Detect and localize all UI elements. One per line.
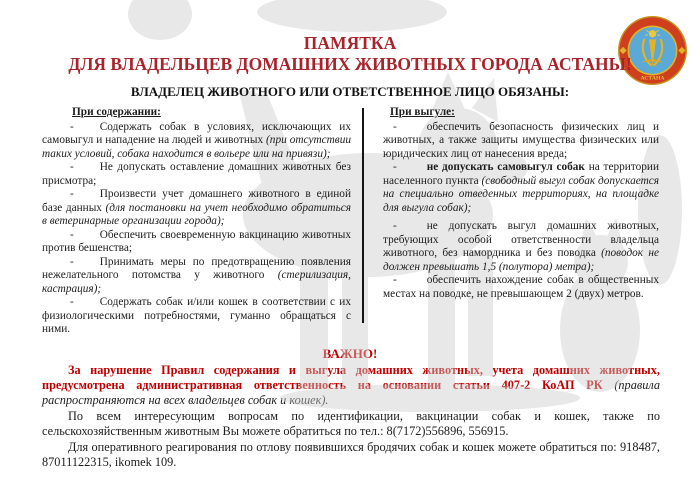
list-item-text: не допускать выгул домашних животных, требующих особой ответственности владельца животного, без намордника и без поводка <box>383 220 659 259</box>
walking-rules-column <box>383 106 659 337</box>
list-item <box>42 256 351 297</box>
important-heading: ВАЖНО! <box>322 345 378 361</box>
list-item <box>42 188 351 229</box>
list-item <box>42 229 351 256</box>
rules-columns <box>42 106 660 337</box>
list-item <box>42 161 351 188</box>
list-item-text: Содержать собак в условиях, исключающих их самовыгул и нападение на людей и животных <box>42 120 351 146</box>
memo-header <box>0 0 700 99</box>
emblem-label: АСТАНА <box>640 75 665 82</box>
bullet-dash: - <box>70 296 74 308</box>
list-item <box>383 121 659 162</box>
bullet-dash: - <box>70 161 74 173</box>
list-item <box>383 161 659 215</box>
bullet-dash: - <box>393 120 397 133</box>
bottom-section <box>42 363 660 471</box>
memo-title-line1: ПАМЯТКА <box>303 33 397 53</box>
list-item-note: (стерилизация, кастрация); <box>42 269 351 295</box>
contact-paragraph-stray: Для оперативного реагирования по отлову появившихся бродячих собак и кошек можете обратиться по: 918487, 87011122315, ikomek 109. <box>42 439 660 469</box>
list-item-text: обеспечить нахождение собак в общественных местах на поводке, не превышающем 2 (двух) метров. <box>383 274 659 300</box>
penalty-note: (правила распространяются на всех владельцев собак и кошек). <box>42 377 660 408</box>
bullet-dash: - <box>70 188 74 200</box>
list-item-text: Обеспечить своевременную вакцинацию животных против бешенства; <box>42 228 351 254</box>
list-item <box>383 220 659 274</box>
list-item-text: Принимать меры по предотвращению появления нежелательного потомства у животного <box>42 255 351 281</box>
list-item-note: (при отсутствии таких условий, собака находится в вольере или на привязи); <box>42 134 351 160</box>
bullet-dash: - <box>393 161 397 173</box>
list-item <box>383 274 659 301</box>
list-item-bold-text: не допускать самовыгул собак <box>426 161 585 173</box>
list-item-text: Содержать собак и/или кошек в соответствии с их физиологическими потребностями, гуманно обращаться с ними. <box>42 296 351 335</box>
list-item-text: Произвести учет домашнего животного в единой базе данных <box>42 188 351 214</box>
penalty-paragraph <box>42 363 660 409</box>
list-item-note: (свободный выгул собак допускается на специально отведенных территориях, на площадке для выгула собак); <box>383 174 660 214</box>
memo-title-line2: ДЛЯ ВЛАДЕЛЬЦЕВ ДОМАШНИХ ЖИВОТНЫХ ГОРОДА АСТАНЫ! <box>68 54 632 74</box>
list-item <box>42 296 351 337</box>
bullet-dash: - <box>70 228 74 241</box>
list-item-text: на территории населенного пункта <box>383 161 659 187</box>
list-item-text: обеспечить безопасность физических лиц и животных, а также защиты имущества физических или юридических лиц от нанесения вреда; <box>383 120 659 160</box>
contact-paragraph-vaccination: По всем интересующим вопросам по идентификации, вакцинации собак и кошек, также по сельскохозяйственным животным Вы можете обратиться по тел.: 8(7172)556896, 556915. <box>42 408 660 439</box>
bullet-dash: - <box>70 120 74 133</box>
column-divider <box>362 108 364 323</box>
bullet-dash: - <box>393 220 397 232</box>
bullet-dash: - <box>70 255 74 268</box>
bullet-dash: - <box>393 274 397 286</box>
penalty-text: За нарушение Правил содержания и выгула домашних животных, учета домашних животных, предусмотрена административная ответственность на основании статьи 407-2 КоАП РК <box>42 362 660 392</box>
list-item-note: (поводок не должен превышать 1,5 (полутора) метра); <box>383 247 659 273</box>
walking-rules-heading: При выгуле: <box>390 106 455 118</box>
keeping-rules-column <box>42 106 351 337</box>
list-item <box>42 121 351 162</box>
obligations-heading: ВЛАДЕЛЕЦ ЖИВОТНОГО ИЛИ ОТВЕТСТВЕННОЕ ЛИЦО ОБЯЗАНЫ: <box>130 84 570 99</box>
list-item-text: Не допускать оставление домашних животных без присмотра; <box>42 161 351 187</box>
keeping-rules-heading: При содержании: <box>72 106 161 118</box>
list-item-note: (для постановки на учет необходимо обратиться в ветеринарные организации города); <box>42 201 351 227</box>
